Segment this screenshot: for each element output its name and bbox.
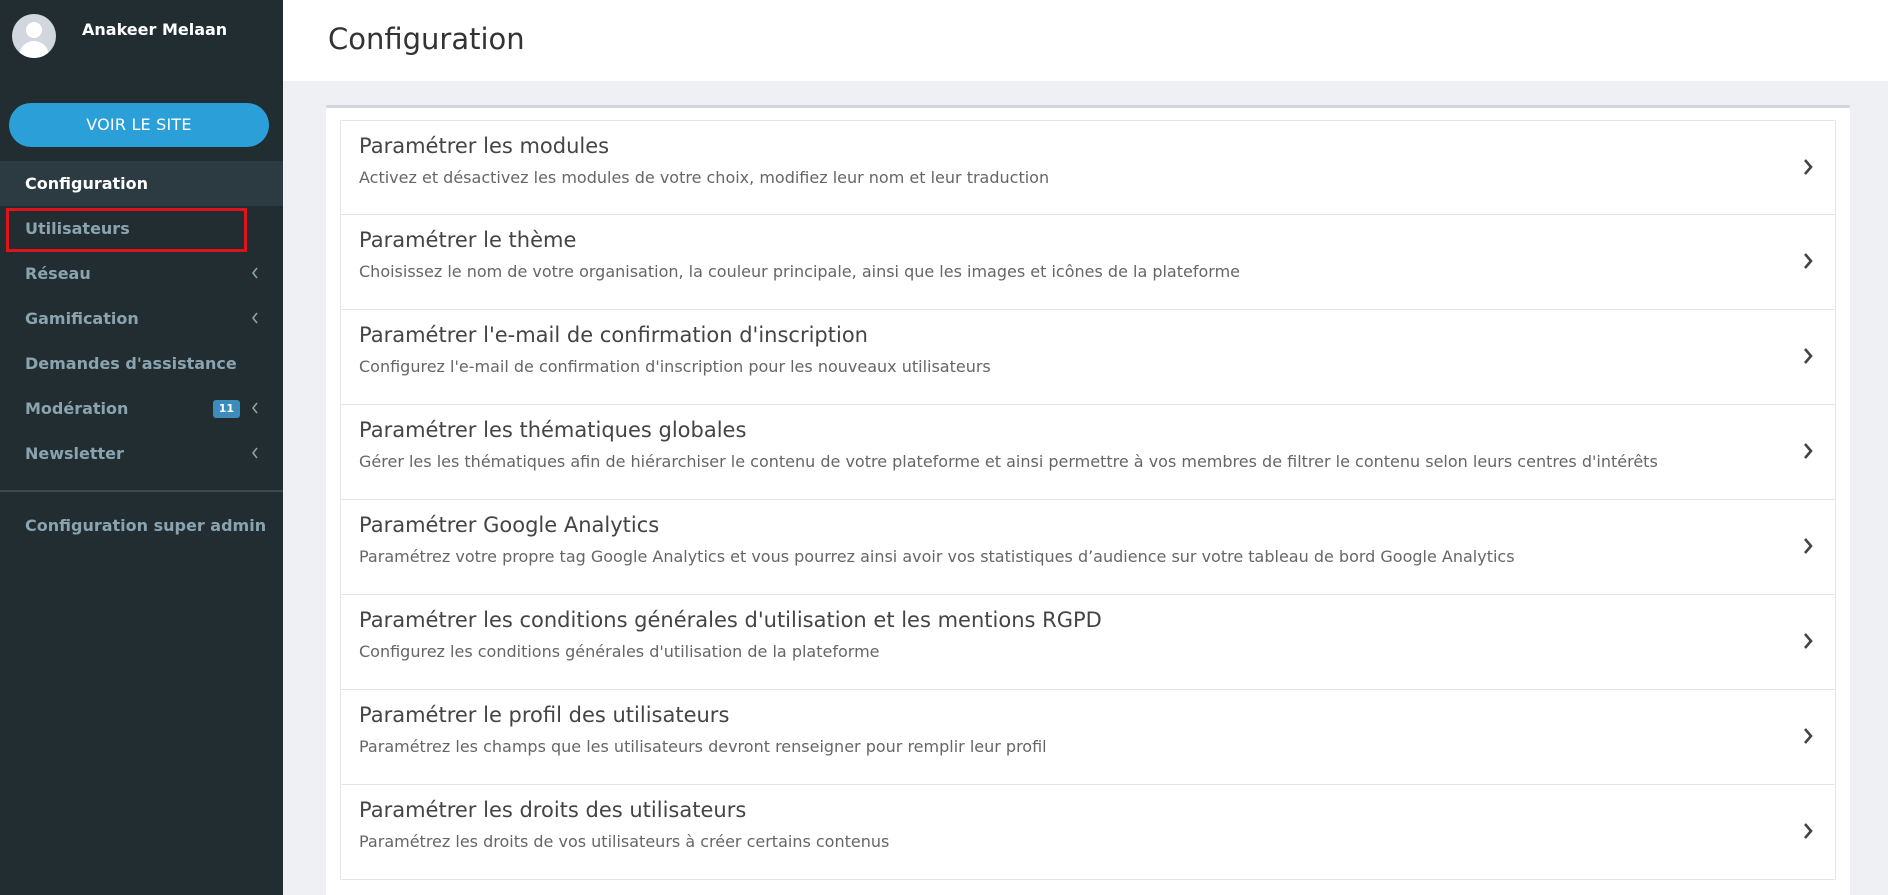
settings-row[interactable] — [340, 690, 1836, 785]
settings-list — [340, 120, 1836, 880]
settings-row[interactable] — [340, 785, 1836, 880]
sidebar-item-label: Modération — [25, 399, 129, 418]
settings-row-title: Paramétrer les modules — [359, 134, 610, 158]
sidebar-item-label: Configuration — [25, 174, 149, 193]
view-site-button[interactable]: VOIR LE SITE — [9, 103, 269, 147]
divider — [0, 490, 283, 492]
highlight-box — [6, 208, 247, 252]
settings-row-description: Paramétrez les droits de vos utilisateurs à créer certains contenus — [359, 832, 890, 851]
chevron-right-icon[interactable] — [1802, 821, 1814, 841]
user-name: Anakeer Melaan — [82, 20, 228, 39]
sidebar-item-super-admin[interactable]: Configuration super admin — [25, 516, 267, 535]
sidebar-item-label: Réseau — [25, 264, 91, 283]
chevron-left-icon — [251, 446, 259, 460]
chevron-left-icon — [251, 266, 259, 280]
chevron-right-icon[interactable] — [1802, 251, 1814, 271]
settings-row-title: Paramétrer le thème — [359, 228, 577, 252]
settings-row-description: Configurez les conditions générales d'utilisation de la plateforme — [359, 642, 880, 661]
chevron-right-icon[interactable] — [1802, 157, 1814, 177]
avatar — [12, 14, 56, 58]
settings-row-title: Paramétrer les droits des utilisateurs — [359, 798, 747, 822]
settings-row[interactable] — [340, 310, 1836, 405]
settings-row[interactable] — [340, 215, 1836, 310]
sidebar — [0, 0, 283, 895]
sidebar-item-gamification[interactable] — [0, 296, 283, 341]
settings-row-title: Paramétrer Google Analytics — [359, 513, 660, 537]
sidebar-item-label: Utilisateurs — [25, 219, 130, 238]
chevron-left-icon — [251, 401, 259, 415]
sidebar-item-newsletter[interactable] — [0, 431, 283, 476]
settings-card — [326, 105, 1850, 895]
page-title: Configuration — [328, 22, 525, 56]
settings-row-description: Activez et désactivez les modules de votre choix, modifiez leur nom et leur traduction — [359, 168, 1050, 187]
sidebar-item-configuration[interactable] — [0, 161, 283, 206]
settings-row-description: Gérer les les thématiques afin de hiérarchiser le contenu de votre plateforme et ainsi permettre à vos membres de filtrer le contenu selon leurs centres d'intérêts — [359, 452, 1658, 471]
chevron-right-icon[interactable] — [1802, 346, 1814, 366]
sidebar-item-demandes-d-assistance[interactable] — [0, 341, 283, 386]
settings-row-description: Choisissez le nom de votre organisation, la couleur principale, ainsi que les images et icônes de la plateforme — [359, 262, 1240, 281]
settings-row-description: Paramétrez les champs que les utilisateurs devront renseigner pour remplir leur profil — [359, 737, 1047, 756]
settings-row-description: Paramétrez votre propre tag Google Analytics et vous pourrez ainsi avoir vos statistiques d’audience sur votre tableau de bord Google Analytics — [359, 547, 1515, 566]
chevron-right-icon[interactable] — [1802, 631, 1814, 651]
top-bar — [283, 0, 1888, 81]
chevron-right-icon[interactable] — [1802, 441, 1814, 461]
settings-row[interactable] — [340, 500, 1836, 595]
settings-row[interactable] — [340, 595, 1836, 690]
settings-row-title: Paramétrer les thématiques globales — [359, 418, 747, 442]
settings-row-description: Configurez l'e-mail de confirmation d'inscription pour les nouveaux utilisateurs — [359, 357, 991, 376]
sidebar-item-label: Demandes d'assistance — [25, 354, 237, 373]
settings-row[interactable] — [340, 120, 1836, 215]
chevron-right-icon[interactable] — [1802, 536, 1814, 556]
count-badge: 11 — [213, 400, 240, 418]
sidebar-item-moderation[interactable] — [0, 386, 283, 431]
settings-row-title: Paramétrer les conditions générales d'utilisation et les mentions RGPD — [359, 608, 1102, 632]
chevron-left-icon — [251, 311, 259, 325]
chevron-right-icon[interactable] — [1802, 726, 1814, 746]
settings-row-title: Paramétrer le profil des utilisateurs — [359, 703, 730, 727]
settings-row-title: Paramétrer l'e-mail de confirmation d'inscription — [359, 323, 868, 347]
user-panel — [12, 14, 227, 60]
sidebar-item-reseau[interactable] — [0, 251, 283, 296]
sidebar-item-label: Gamification — [25, 309, 139, 328]
settings-row[interactable] — [340, 405, 1836, 500]
sidebar-item-label: Newsletter — [25, 444, 124, 463]
